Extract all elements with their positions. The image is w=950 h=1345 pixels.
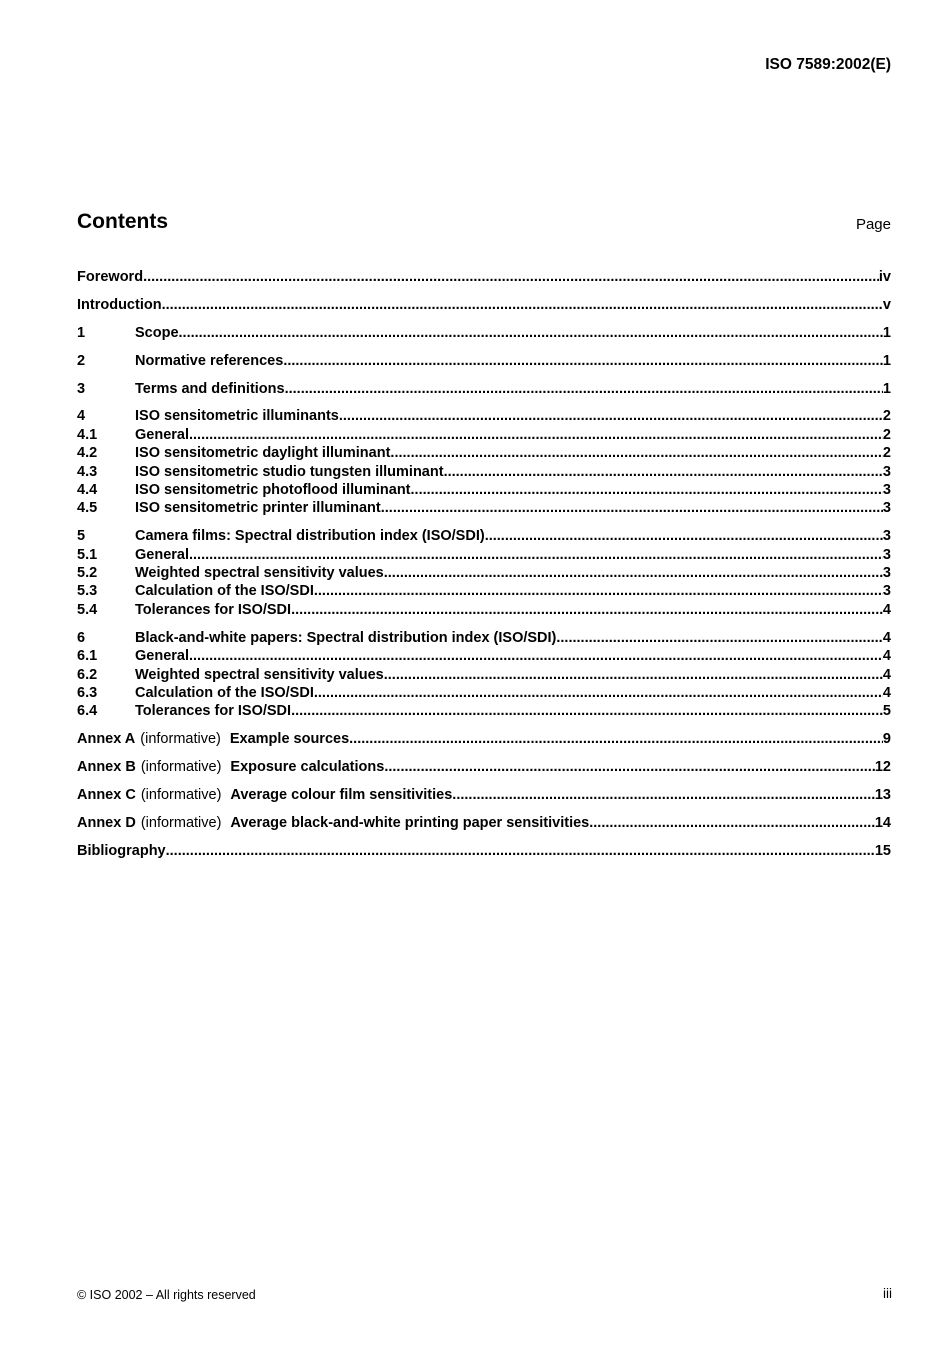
toc-entry-title: ISO sensitometric photoflood illuminant	[135, 482, 411, 499]
toc-entry-title: Camera films: Spectral distribution index (ISO/SDI)	[135, 528, 485, 545]
toc-leader-dots	[189, 648, 883, 664]
toc-leader-dots	[384, 667, 883, 683]
toc-entry[interactable]	[77, 547, 891, 565]
toc-leader-dots	[444, 464, 883, 480]
toc-entry[interactable]	[77, 528, 891, 546]
annex-label: Annex B	[77, 759, 136, 776]
annex-page: 9	[882, 731, 891, 748]
toc-entry-number: 4.1	[77, 426, 98, 443]
toc-entry-page: 4	[882, 684, 891, 701]
toc-entry-number: 4.3	[77, 463, 98, 480]
toc-entry-title: Black-and-white papers: Spectral distribution index (ISO/SDI)	[135, 629, 557, 646]
toc-entry-title: Weighted spectral sensitivity values	[135, 666, 384, 683]
toc-entry[interactable]	[77, 325, 891, 343]
toc-entry-number: 5.2	[77, 565, 98, 582]
toc-entry-number: 3	[77, 380, 86, 397]
toc-entry-page: iv	[878, 269, 891, 285]
annex-label: Annex A	[77, 731, 136, 748]
toc-leader-dots	[189, 547, 883, 563]
toc-entry-number: 4	[77, 408, 86, 425]
toc-leader-dots	[452, 787, 875, 803]
toc-entry-title: ISO sensitometric illuminants	[135, 408, 339, 425]
annex-title: Exposure calculations	[230, 759, 385, 776]
annex-page: 14	[874, 814, 891, 831]
annex-informative-label: (informative)	[140, 814, 222, 831]
toc-entry[interactable]	[77, 602, 891, 620]
toc-entry-page: 4	[882, 629, 891, 646]
toc-leader-dots	[179, 325, 883, 341]
toc-leader-dots	[384, 759, 875, 775]
toc-entry-page: 1	[882, 352, 891, 369]
table-of-contents	[77, 269, 891, 861]
toc-entry[interactable]	[77, 630, 891, 648]
toc-entry-page: 4	[882, 648, 891, 665]
toc-entry-title: Tolerances for ISO/SDI	[135, 601, 292, 618]
annex-title: Average colour film sensitivities	[230, 786, 453, 803]
toc-entry[interactable]	[77, 703, 891, 721]
toc-entry-number: 6.1	[77, 648, 98, 665]
toc-entry-page: 3	[882, 546, 891, 563]
toc-entry-title: Calculation of the ISO/SDI	[135, 684, 314, 701]
toc-entry[interactable]	[77, 408, 891, 426]
toc-leader-dots	[162, 297, 883, 313]
toc-entry-title: Calculation of the ISO/SDI	[135, 583, 314, 600]
toc-entry-number: 5	[77, 528, 86, 545]
toc-entry[interactable]	[77, 583, 891, 601]
annex-label: Annex D	[77, 814, 136, 831]
toc-entry-page: 3	[882, 528, 891, 545]
toc-entry-number: 4.5	[77, 500, 98, 517]
bibliography-page: 15	[874, 842, 891, 859]
toc-entry-title: General	[135, 648, 189, 665]
annex-title: Average black-and-white printing paper sensitivities	[230, 814, 590, 831]
page-column-label: Page	[855, 216, 891, 233]
toc-leader-dots	[166, 843, 875, 859]
toc-entry-number: 1	[77, 324, 86, 341]
toc-leader-dots	[384, 565, 883, 581]
toc-leader-dots	[291, 602, 883, 618]
toc-entry-title: ISO sensitometric printer illuminant	[135, 500, 381, 517]
toc-entry-title: Terms and definitions	[135, 380, 285, 397]
toc-entry[interactable]	[77, 297, 891, 315]
toc-entry-number: 5.1	[77, 546, 98, 563]
toc-entry-page: 3	[882, 482, 891, 499]
annex-title: Example sources	[229, 731, 350, 748]
toc-entry-number: 5.3	[77, 583, 98, 600]
toc-entry-number: 6.3	[77, 684, 98, 701]
toc-leader-dots	[390, 445, 883, 461]
toc-leader-dots	[283, 353, 883, 369]
toc-leader-dots	[589, 815, 875, 831]
annex-informative-label: (informative)	[140, 786, 222, 803]
toc-leader-dots	[556, 630, 883, 646]
contents-heading	[77, 210, 891, 240]
toc-entry-page: 1	[882, 324, 891, 341]
toc-leader-dots	[411, 482, 883, 498]
annex-informative-label: (informative)	[140, 759, 222, 776]
toc-entry-page: 1	[882, 380, 891, 397]
toc-entry-page: 2	[882, 445, 891, 462]
toc-entry[interactable]	[77, 464, 891, 482]
toc-entry[interactable]	[77, 500, 891, 518]
document-id: ISO 7589:2002(E)	[765, 56, 891, 73]
toc-entry-title: Foreword	[77, 269, 144, 285]
toc-leader-dots	[314, 583, 883, 599]
toc-entry-number: 6	[77, 629, 86, 646]
toc-entry-title: Tolerances for ISO/SDI	[135, 703, 292, 720]
toc-entry-number: 6.2	[77, 666, 98, 683]
toc-entry[interactable]	[77, 667, 891, 685]
toc-leader-dots	[381, 500, 883, 516]
toc-entry-page: 2	[882, 408, 891, 425]
toc-entry-page: 4	[882, 601, 891, 618]
toc-annex-entry[interactable]	[77, 731, 891, 749]
page-title: Contents	[77, 210, 168, 233]
page-number: iii	[883, 1286, 892, 1301]
toc-leader-dots	[143, 269, 879, 285]
copyright-notice: © ISO 2002 – All rights reserved	[77, 1288, 256, 1302]
toc-annex-entry[interactable]	[77, 815, 891, 833]
toc-entry-number: 4.4	[77, 482, 98, 499]
toc-entry-title: Weighted spectral sensitivity values	[135, 565, 384, 582]
toc-entry[interactable]	[77, 685, 891, 703]
toc-entry[interactable]	[77, 565, 891, 583]
bibliography-title: Bibliography	[77, 842, 166, 859]
toc-entry-title: ISO sensitometric studio tungsten illuminant	[135, 463, 444, 480]
toc-bibliography-entry[interactable]	[77, 843, 891, 861]
toc-leader-dots	[189, 427, 883, 443]
toc-entry-number: 5.4	[77, 601, 98, 618]
toc-entry-page: v	[882, 296, 891, 313]
toc-entry-page: 4	[882, 666, 891, 683]
toc-entry-page: 5	[882, 703, 891, 720]
toc-entry-page: 3	[882, 565, 891, 582]
annex-informative-label: (informative)	[140, 731, 221, 748]
toc-entry[interactable]	[77, 353, 891, 371]
toc-entry[interactable]	[77, 445, 891, 463]
toc-annex-entry[interactable]	[77, 759, 891, 777]
annex-page: 13	[874, 786, 891, 803]
annex-page: 12	[874, 759, 891, 776]
toc-entry-number: 2	[77, 352, 86, 369]
toc-entry-title: Normative references	[135, 352, 284, 369]
toc-entry-title: ISO sensitometric daylight illuminant	[135, 445, 391, 462]
toc-entry-page: 3	[882, 463, 891, 480]
toc-leader-dots	[485, 528, 883, 544]
toc-entry[interactable]	[77, 482, 891, 500]
toc-annex-entry[interactable]	[77, 787, 891, 805]
toc-entry-page: 2	[882, 426, 891, 443]
toc-entry[interactable]	[77, 269, 891, 287]
toc-entry-number: 6.4	[77, 703, 98, 720]
toc-leader-dots	[349, 731, 883, 747]
toc-entry-title: General	[135, 546, 189, 563]
toc-entry[interactable]	[77, 381, 891, 399]
toc-leader-dots	[285, 381, 883, 397]
toc-entry-title: Introduction	[77, 296, 162, 313]
toc-leader-dots	[291, 703, 883, 719]
toc-leader-dots	[314, 685, 883, 701]
toc-entry-page: 3	[882, 500, 891, 517]
toc-entry-page: 3	[882, 583, 891, 600]
toc-leader-dots	[339, 408, 883, 424]
toc-entry-title: Scope	[135, 324, 179, 341]
annex-label: Annex C	[77, 786, 136, 803]
toc-entry-title: General	[135, 426, 189, 443]
toc-entry[interactable]	[77, 427, 891, 445]
toc-entry[interactable]	[77, 648, 891, 666]
toc-entry-number: 4.2	[77, 445, 98, 462]
